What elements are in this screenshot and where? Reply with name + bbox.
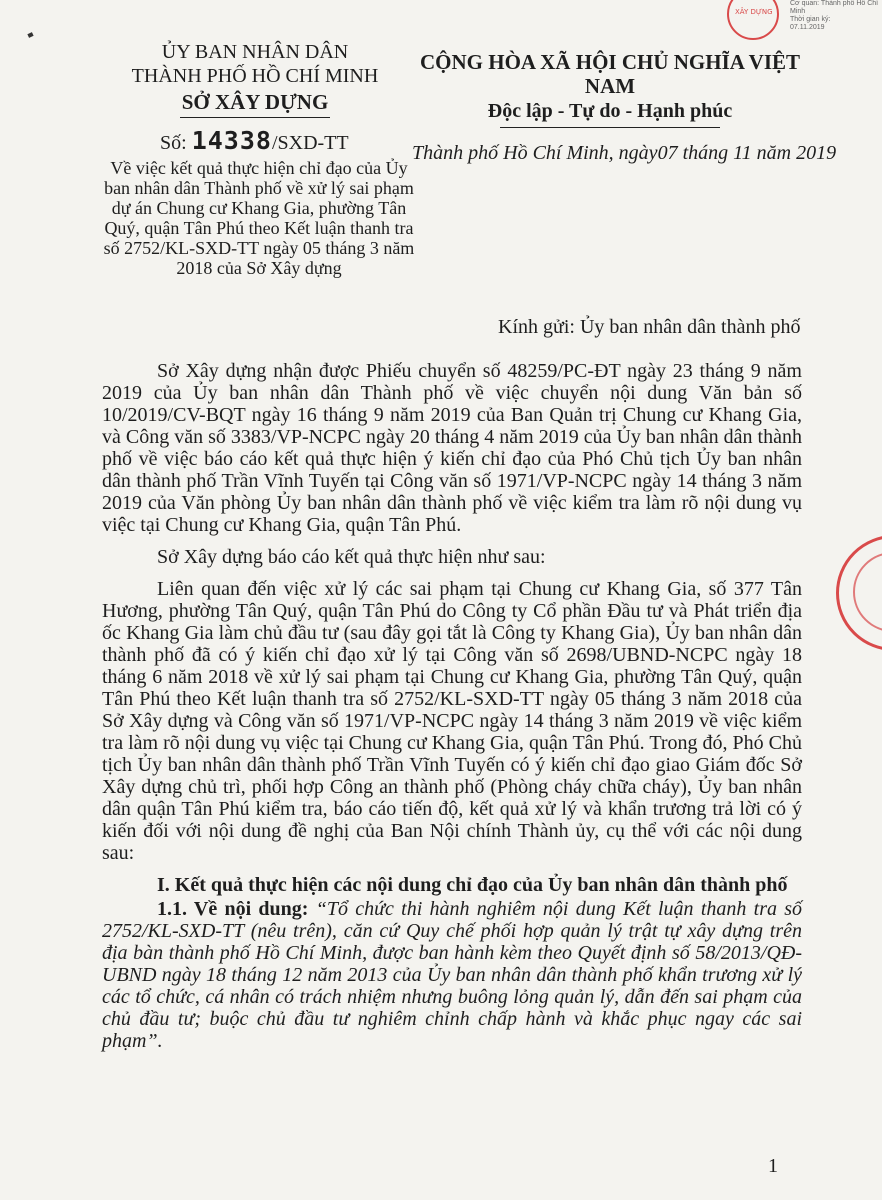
motto-underline (500, 127, 720, 128)
signature-meta-line: Thời gian ký: (790, 16, 831, 23)
section-1-1 (102, 898, 802, 1052)
agency-name: SỞ XÂY DỰNG (181, 90, 329, 114)
agency-line-1: ỦY BAN NHÂN DÂN (161, 41, 349, 63)
agency-underline (180, 117, 330, 118)
national-title-block (400, 50, 820, 128)
paragraph-3: Liên quan đến việc xử lý các sai phạm tại Chung cư Khang Gia, số 377 Tân Hương, phường Tân Quý, quận Tân Phú do Công ty Cổ phần Đầu tư và Phát triển địa ốc Khang Gia làm chủ đầu tư (sau đây gọi tắt là Công ty Khang Gia), Ủy ban nhân dân thành phố đã có ý kiến chỉ đạo xử lý tại Công văn số 2698/UBND-NCPC ngày 18 tháng 6 năm 2018 về xử lý sai phạm tại Chung cư Khang Gia, phường Tân Quý, quận Tân Phú theo Kết luận thanh tra số 2752/KL-SXD-TT ngày 05 tháng 3 năm 2018 của Sở Xây dựng và Công văn số 1971/VP-NCPC ngày 14 tháng 3 năm 2019 về việc kiểm tra làm rõ nội dung vụ việc tại Chung cư Khang Gia, quận Tân Phú. Trong đó, Phó Chủ tịch Ủy ban nhân dân thành phố Trần Vĩnh Tuyến có ý kiến chỉ đạo giao Giám đốc Sở Xây dựng chủ trì, phối hợp Công an thành phố (Phòng cháy chữa cháy), Ủy ban nhân dân quận Tân Phú kiểm tra, báo cáo tiến độ, kết quả xử lý và khẩn trương trả lời có ý kiến đối với nội dung đề nghị của Ban Nội chính Thành ủy, cụ thể với các nội dung sau: (102, 578, 802, 864)
signature-meta-line: Cơ quan: Thành phố Hồ Chí Minh (790, 0, 879, 15)
signature-metadata (790, 0, 880, 32)
agency-line-2: THÀNH PHỐ HỒ CHÍ MINH (131, 65, 379, 87)
document-body (102, 360, 802, 1052)
country-name: CỘNG HÒA XÃ HỘI CHỦ NGHĨA VIỆT NAM (420, 50, 800, 98)
red-seal-partial (836, 535, 882, 651)
page-number: 1 (768, 1155, 778, 1177)
addressee: Kính gửi: Ủy ban nhân dân thành phố (498, 316, 801, 338)
paragraph-2: Sở Xây dựng báo cáo kết quả thực hiện như sau: (157, 546, 546, 568)
digital-signature-stamp (727, 0, 779, 40)
doc-number-prefix: Số: (160, 132, 187, 154)
scan-speck (27, 32, 33, 38)
national-motto: Độc lập - Tự do - Hạnh phúc (487, 100, 733, 122)
paragraph-1: Sở Xây dựng nhận được Phiếu chuyển số 48259/PC-ĐT ngày 23 tháng 9 năm 2019 của Ủy ban nhân dân Thành phố về việc chuyển nội dung Văn bản số 10/2019/CV-BQT ngày 16 tháng 9 năm 2019 của Ban Quản trị Chung cư Khang Gia, và Công văn số 3383/VP-NCPC ngày 20 tháng 4 năm 2019 của Ủy ban nhân dân thành phố về việc báo cáo kết quả thực hiện ý kiến chỉ đạo của Phó Chủ tịch Ủy ban nhân dân thành phố Trần Vĩnh Tuyến tại Công văn số 1971/VP-NCPC ngày 14 tháng 3 năm 2019 của Văn phòng Ủy ban nhân dân thành phố về việc kiểm tra làm rõ nội dung vụ việc tại Chung cư Khang Gia, quận Tân Phú. (102, 360, 802, 536)
signature-meta-line: 07.11.2019 (790, 24, 825, 31)
place-date-prefix: Thành phố Hồ Chí Minh, ngày (412, 142, 658, 164)
document-number (160, 126, 349, 155)
doc-number-suffix: /SXD-TT (271, 132, 349, 154)
section-1-heading: I. Kết quả thực hiện các nội dung chỉ đạo của Ủy ban nhân dân thành phố (157, 874, 788, 896)
stamp-text: XÂY DỰNG (735, 8, 773, 16)
handwritten-day: 07 (657, 142, 678, 164)
section-1-1-quote: “Tổ chức thi hành nghiêm nội dung Kết luận thanh tra số 2752/KL-SXD-TT (nêu trên), căn cứ Quy chế phối hợp quản lý trật tự xây dựng trên địa bàn thành phố Hồ Chí Minh, được ban hành kèm theo Quyết định số 58/2013/QĐ-UBND ngày 18 tháng 12 năm 2013 của Ủy ban nhân dân thành phố khẩn trương xử lý các tổ chức, cá nhân có trách nhiệm nhưng buông lỏng quản lý, dẫn đến sai phạm của chủ đầu tư; buộc chủ đầu tư nghiêm chỉnh chấp hành và khắc phục ngay các sai phạm”. (102, 898, 803, 1052)
section-1-1-label: 1.1. Về nội dung: (157, 898, 309, 920)
doc-number-value: 14338 (191, 126, 272, 155)
issuing-agency-block (130, 40, 380, 118)
place-and-date (412, 142, 836, 165)
document-subject: Về việc kết quả thực hiện chỉ đạo của Ủy ban nhân dân Thành phố về xử lý sai phạm dự án Chung cư Khang Gia, phường Tân Quý, quận Tân Phú theo Kết luận thanh tra số 2752/KL-SXD-TT ngày 05 tháng 3 năm 2018 của Sở Xây dựng (103, 158, 415, 278)
place-date-suffix: tháng 11 năm 2019 (682, 142, 837, 164)
